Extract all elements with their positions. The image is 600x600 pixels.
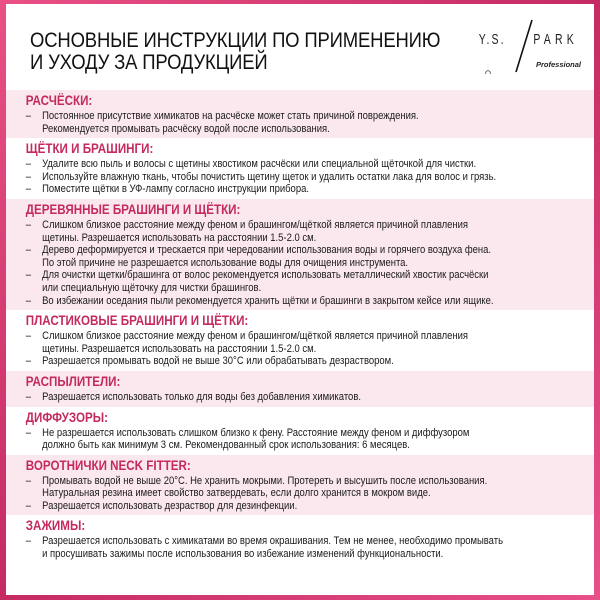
- item-line: щетины. Разрешается использовать на расстоянии 1.5-2.0 см.: [42, 342, 317, 355]
- item-line: Для очистки щетки/брашинга от волос рекомендуется использовать металлический хвостик расчёски: [42, 269, 489, 282]
- dash-bullet-icon: –: [25, 244, 32, 257]
- dash-bullet-icon: –: [25, 474, 32, 487]
- logo-professional: Professional: [536, 60, 582, 69]
- section-heading: ВОРОТНИЧКИ NECK FITTER:: [25, 457, 191, 473]
- dash-bullet-icon: –: [25, 183, 32, 196]
- section: [6, 371, 594, 407]
- item-line: Поместите щётки в УФ-лампу согласно инструкции прибора.: [42, 183, 309, 196]
- dash-bullet-icon: –: [25, 294, 32, 307]
- ys-park-logo: [476, 14, 594, 74]
- list-item: [26, 355, 594, 368]
- dash-bullet-icon: –: [25, 158, 32, 171]
- section-heading: ЗАЖИМЫ:: [25, 518, 86, 534]
- dash-bullet-icon: –: [25, 426, 32, 439]
- list-item: [26, 219, 594, 244]
- instruction-sheet: [6, 4, 594, 595]
- item-line: Дерево деформируется и трескается при чередовании использования воды и горячего воздуха фена.: [42, 244, 492, 257]
- item-line: Разрешается промывать водой не выше 30°C или обрабатывать дезраствором.: [42, 355, 394, 368]
- logo-left-text: Y.S.: [478, 30, 506, 48]
- list-item: [26, 171, 594, 184]
- item-line: Слишком близкое расстояние между феном и брашингом/щёткой является причиной плавления: [42, 218, 469, 231]
- dash-bullet-icon: –: [25, 218, 32, 231]
- dash-bullet-icon: –: [25, 390, 32, 403]
- sections: [6, 90, 594, 564]
- list-item: [26, 269, 594, 294]
- section: [6, 515, 594, 563]
- dash-bullet-icon: –: [25, 535, 32, 548]
- list-item: [26, 244, 594, 269]
- list-item: [26, 110, 594, 135]
- list-item: [26, 183, 594, 196]
- registered-mark-icon: [486, 71, 491, 74]
- section-heading: ПЛАСТИКОВЫЕ БРАШИНГИ И ЩЁТКИ:: [25, 313, 249, 329]
- title-line-2: И УХОДУ ЗА ПРОДУКЦИЕЙ: [30, 50, 268, 74]
- dash-bullet-icon: –: [25, 170, 32, 183]
- item-line: Удалите всю пыль и волосы с щетины хвостиком расчёски или специальной щёточкой для чистки.: [42, 158, 477, 171]
- list-item: [26, 427, 594, 452]
- section-heading: ДИФФУЗОРЫ:: [25, 409, 108, 425]
- title-line-1: ОСНОВНЫЕ ИНСТРУКЦИИ ПО ПРИМЕНЕНИЮ: [30, 28, 441, 52]
- item-line: Используйте влажную ткань, чтобы почистить щетину щеток и удалить остатки лака для волос и грязь.: [42, 170, 497, 183]
- item-line: Промывать водой не выше 20°C. Не хранить мокрыми. Протереть и высушить после использования.: [42, 474, 488, 487]
- logo-slash: [516, 20, 532, 72]
- section-heading: ЩЁТКИ И БРАШИНГИ:: [25, 141, 154, 157]
- list-item: [26, 295, 594, 308]
- item-line: должно быть как минимум 3 см. Рекомендованный срок использования: 6 месяцев.: [42, 439, 410, 452]
- page-title: [30, 29, 440, 73]
- list-item: [26, 500, 594, 513]
- item-line: Не разрешается использовать слишком близко к фену. Расстояние между феном и диффузором: [42, 426, 470, 439]
- dash-bullet-icon: –: [25, 110, 32, 122]
- section: [6, 138, 594, 199]
- item-line: По этой причине не разрешается использование воды для очищения инструмента.: [42, 256, 409, 269]
- item-line: и просушивать зажимы после использования во избежание изменений функциональности.: [42, 548, 444, 561]
- list-item: [26, 535, 594, 560]
- item-line: Разрешается использовать дезраствор для дезинфекции.: [42, 499, 298, 512]
- item-line: Натуральная резина имеет свойство затвердевать, если долго хранится в мокром виде.: [42, 487, 431, 500]
- section: [6, 90, 594, 138]
- dash-bullet-icon: –: [25, 355, 32, 368]
- dash-bullet-icon: –: [25, 499, 32, 512]
- list-item: [26, 158, 594, 171]
- list-item: [26, 475, 594, 500]
- item-line: щетины. Разрешается использовать на расстоянии 1.5-2.0 см.: [42, 231, 317, 244]
- dash-bullet-icon: –: [25, 269, 32, 282]
- section-heading: РАСЧЁСКИ:: [25, 93, 93, 108]
- item-line: Во избежании оседания пыли рекомендуется хранить щётки и брашинги в закрытом кейсе или ящике.: [42, 294, 494, 307]
- section: [6, 455, 594, 516]
- item-line: Разрешается использовать только для воды без добавления химикатов.: [42, 390, 361, 403]
- section-heading: ДЕРЕВЯННЫЕ БРАШИНГИ И ЩЁТКИ:: [25, 201, 241, 217]
- item-line: или специальную щёточку для чистки брашингов.: [42, 281, 262, 294]
- item-line: Разрешается использовать с химикатами во время окрашивания. Тем не менее, необходимо промывать: [42, 535, 503, 548]
- dash-bullet-icon: –: [25, 330, 32, 343]
- item-line: Слишком близкое расстояние между феном и брашингом/щёткой является причиной плавления: [42, 330, 469, 343]
- list-item: [26, 391, 594, 404]
- section: [6, 199, 594, 310]
- list-item: [26, 330, 594, 355]
- item-line: Рекомендуется промывать расчёску водой после использования.: [42, 122, 330, 135]
- section-heading: РАСПЫЛИТЕЛИ:: [25, 373, 121, 389]
- logo-right-text: PARK: [533, 30, 579, 48]
- section: [6, 407, 594, 455]
- section: [6, 310, 594, 371]
- item-line: Постоянное присутствие химикатов на расчёске может стать причиной повреждения.: [42, 110, 419, 122]
